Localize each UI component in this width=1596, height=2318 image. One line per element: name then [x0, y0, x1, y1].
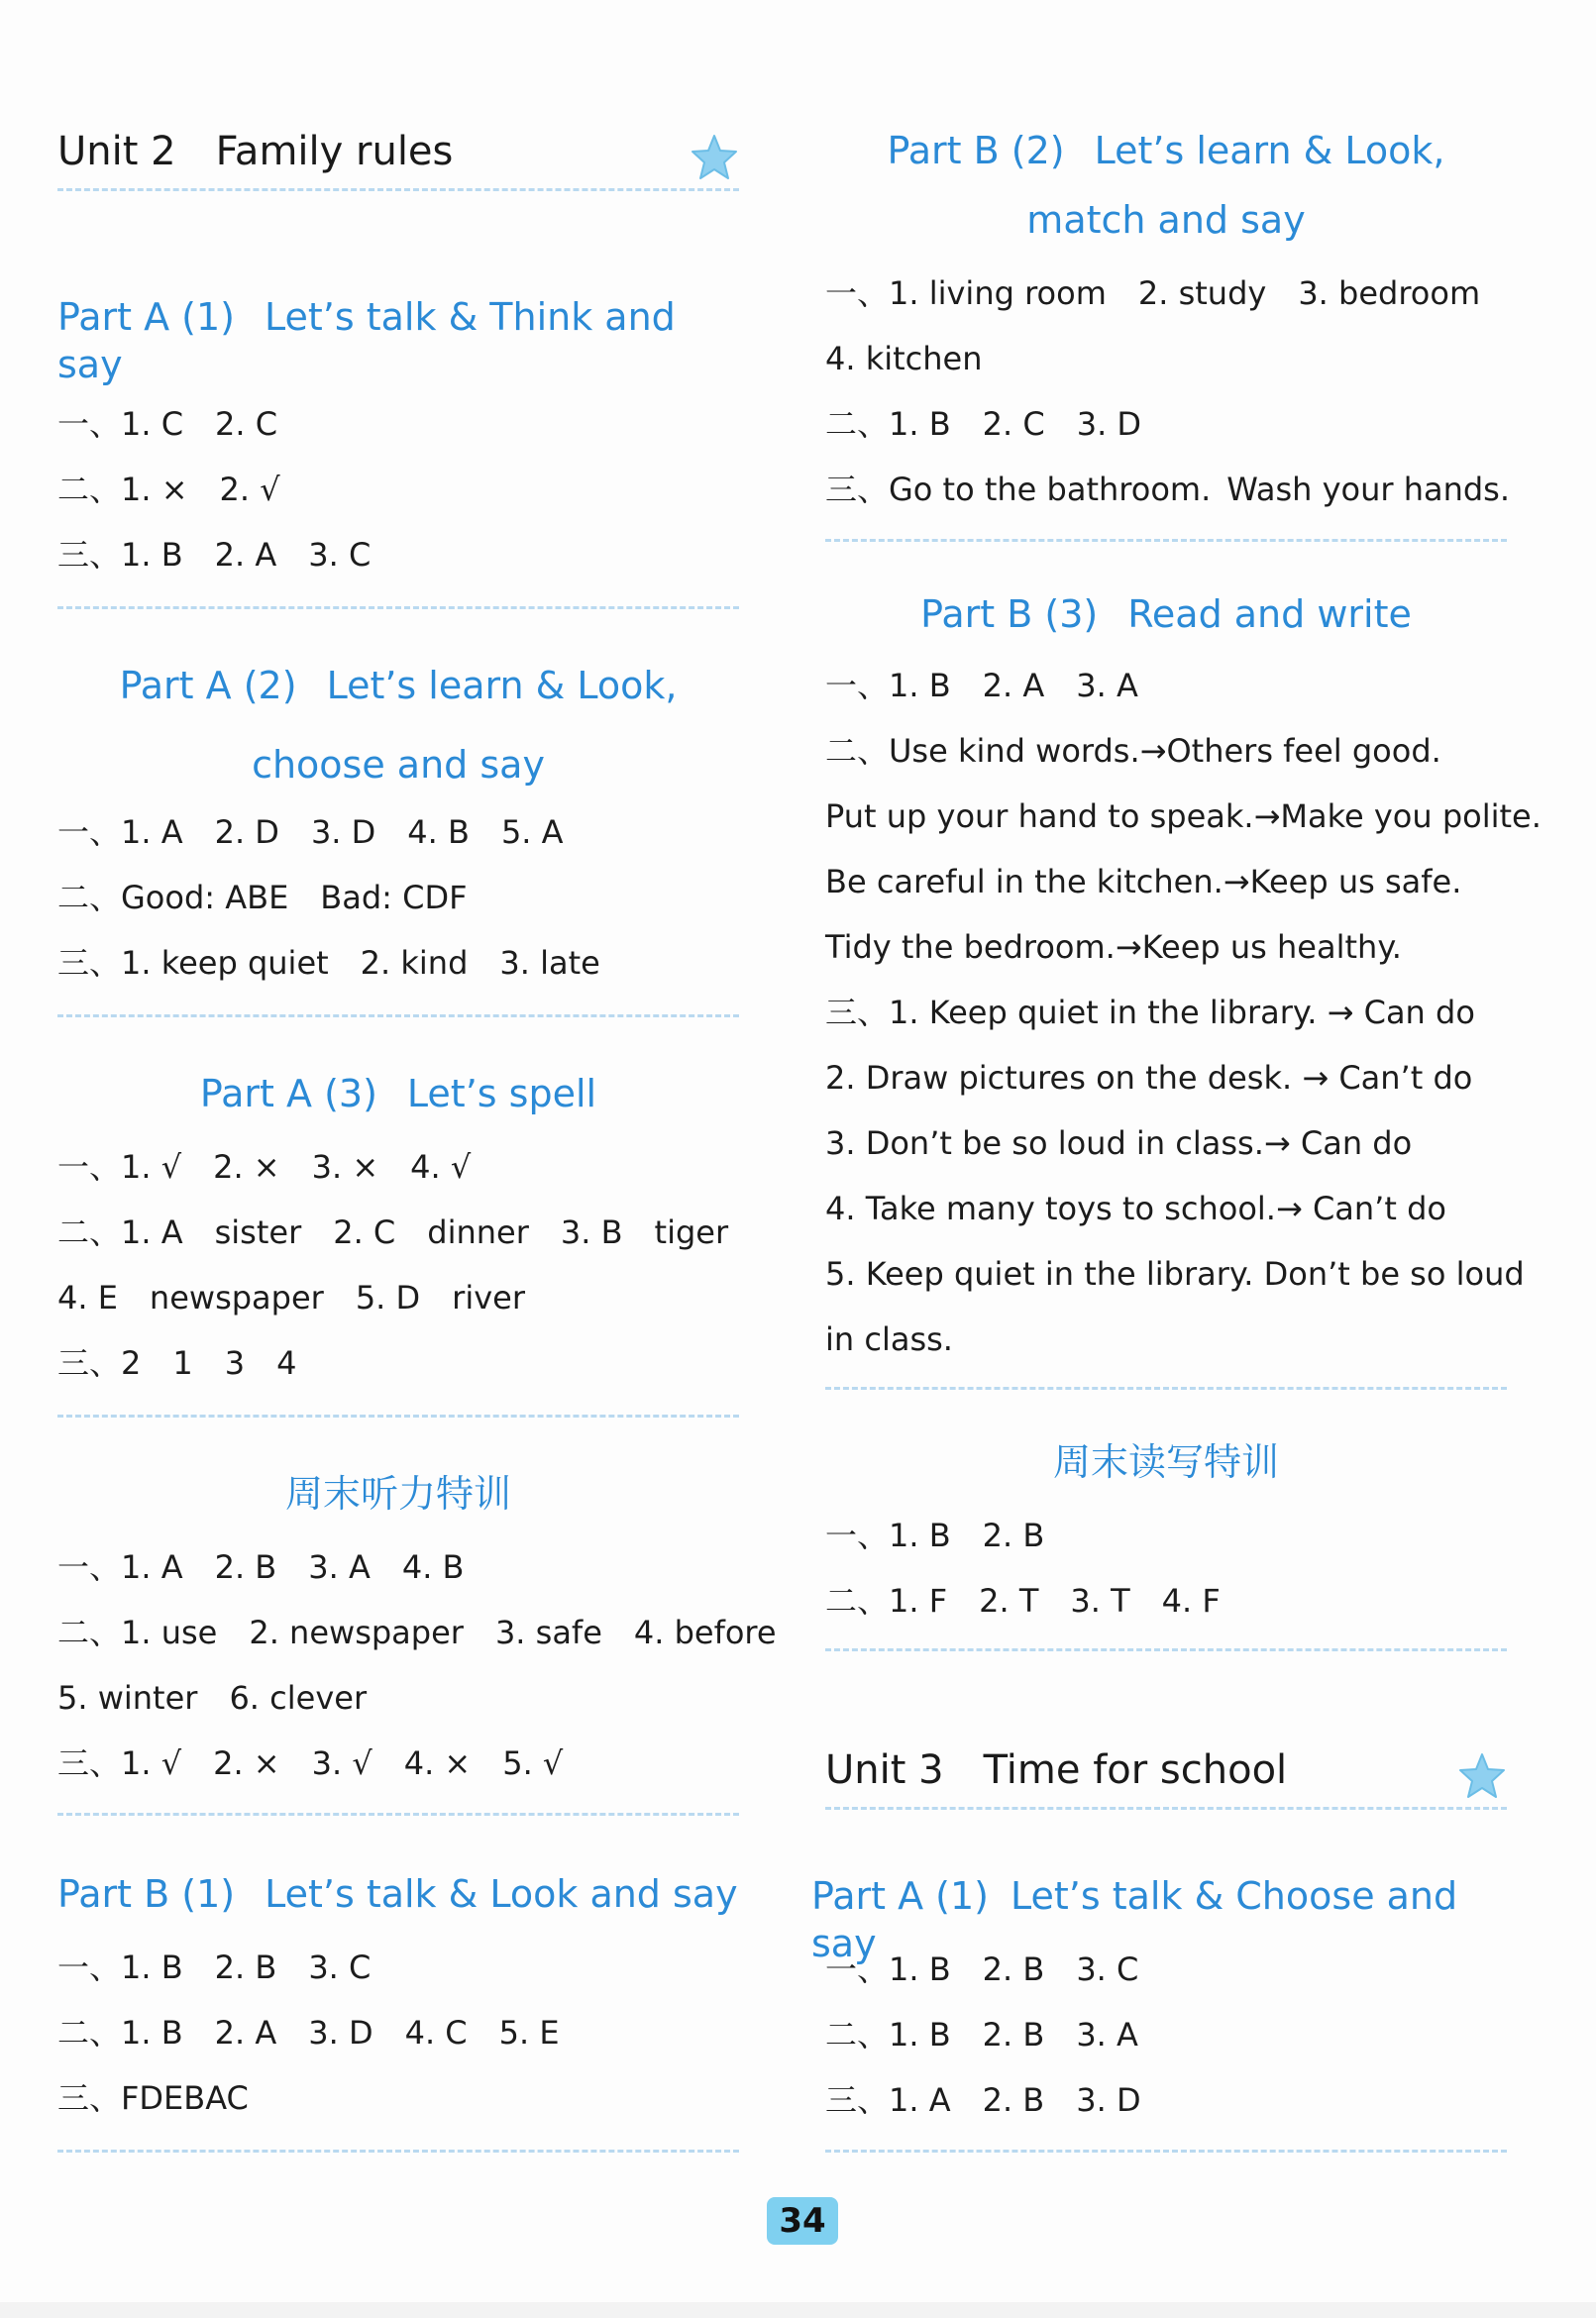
answer-line: 4. kitchen: [825, 340, 983, 377]
answer-line: 二、1. B 2. C 3. D: [825, 405, 1142, 443]
part-label: Part A (2): [119, 664, 297, 707]
divider: [825, 1648, 1507, 1651]
unit-2-title: [57, 127, 739, 191]
answer-line: in class.: [825, 1320, 953, 1358]
part-subtitle: Let’s learn & Look,: [1094, 129, 1445, 172]
weekend-listening-title: 周末听力特训: [284, 1472, 511, 1516]
unit-name: Time for school: [983, 1747, 1288, 1793]
answer-line: 三、Go to the bathroom. Wash your hands.: [825, 471, 1511, 508]
answer-line: 三、1. √ 2. × 3. √ 4. × 5. √: [57, 1744, 564, 1782]
part-subtitle: Let’s talk & Choose and say: [811, 1874, 1458, 1965]
part-subtitle: Let’s talk & Think and say: [57, 295, 676, 386]
part-subtitle: Read and write: [1127, 592, 1412, 636]
part-label: Part A (3): [199, 1072, 377, 1115]
part-label: Part A (1): [811, 1874, 989, 1918]
weekend-reading-writing-title: 周末读写特训: [1052, 1440, 1279, 1484]
answer-line: 4. Take many toys to school.→ Can’t do: [825, 1190, 1446, 1227]
answer-line: 二、1. A sister 2. C dinner 3. B tiger: [57, 1213, 729, 1251]
part-b2-title-line2: match and say: [1026, 198, 1306, 242]
divider: [825, 1387, 1507, 1390]
answer-line: 5. Keep quiet in the library. Don’t be so loud: [825, 1255, 1525, 1293]
divider: [57, 1014, 739, 1017]
answer-line: 一、1. B 2. B 3. C: [825, 1950, 1139, 1988]
answer-line: 一、1. √ 2. × 3. × 4. √: [57, 1148, 472, 1186]
answer-line: 一、1. B 2. A 3. A: [825, 667, 1138, 704]
star-icon: [1457, 1751, 1507, 1801]
answer-line: 二、1. B 2. A 3. D 4. C 5. E: [57, 2014, 560, 2052]
part-label: Part A (1): [57, 295, 235, 339]
answer-line: 2. Draw pictures on the desk. → Can’t do: [825, 1059, 1473, 1097]
divider: [57, 1415, 739, 1418]
part-subtitle: Let’s learn & Look,: [326, 664, 678, 707]
answer-line: 一、1. A 2. B 3. A 4. B: [57, 1548, 465, 1586]
part-a2-title-line2: choose and say: [252, 743, 545, 787]
answer-line: 二、Good: ABE Bad: CDF: [57, 879, 468, 916]
divider: [57, 1813, 739, 1816]
answer-line: 三、1. A 2. B 3. D: [825, 2081, 1141, 2119]
star-icon: [690, 133, 739, 182]
part-subtitle: Let’s spell: [406, 1072, 597, 1115]
answer-line: Be careful in the kitchen.→Keep us safe.: [825, 863, 1462, 900]
part-b1-title: [57, 1870, 739, 1918]
divider: [825, 539, 1507, 542]
answer-line: Tidy the bedroom.→Keep us healthy.: [825, 928, 1402, 966]
part-label: Part B (1): [57, 1872, 236, 1916]
part-a2-title: [57, 662, 739, 709]
answer-line: 二、1. × 2. √: [57, 471, 280, 508]
part-a3-title: [57, 1070, 739, 1117]
page-number: 34: [767, 2197, 838, 2245]
answer-line: 三、FDEBAC: [57, 2079, 249, 2117]
answer-line: 三、1. keep quiet 2. kind 3. late: [57, 944, 600, 982]
answer-line: 一、1. B 2. B 3. C: [57, 1949, 372, 1986]
divider: [825, 2150, 1507, 2153]
part-b3-title: [825, 590, 1507, 638]
answer-line: 二、1. B 2. B 3. A: [825, 2016, 1138, 2054]
part-subtitle: Let’s talk & Look and say: [265, 1872, 738, 1916]
answer-line: 4. E newspaper 5. D river: [57, 1279, 525, 1317]
unit-label: Unit 3: [825, 1747, 944, 1793]
answer-line: Put up your hand to speak.→Make you polite.: [825, 797, 1542, 835]
answer-line: 二、Use kind words.→Others feel good.: [825, 732, 1441, 770]
answer-line: 二、1. use 2. newspaper 3. safe 4. before: [57, 1614, 777, 1651]
answer-line: 三、1. B 2. A 3. C: [57, 536, 372, 574]
answer-line: 一、1. living room 2. study 3. bedroom: [825, 274, 1481, 312]
answer-line: 三、1. Keep quiet in the library. → Can do: [825, 994, 1475, 1031]
divider: [57, 606, 739, 609]
page-bottom-edge: [0, 2302, 1596, 2318]
answer-line: 3. Don’t be so loud in class.→ Can do: [825, 1124, 1413, 1162]
unit-name: Family rules: [215, 129, 454, 174]
unit-label: Unit 2: [57, 129, 176, 174]
answer-line: 二、1. F 2. T 3. T 4. F: [825, 1582, 1221, 1620]
part-label: Part B (2): [887, 129, 1065, 172]
part-label: Part B (3): [920, 592, 1099, 636]
answer-line: 5. winter 6. clever: [57, 1679, 368, 1717]
answer-line: 三、2 1 3 4: [57, 1344, 297, 1382]
unit-3-title: [825, 1745, 1507, 1810]
answer-line: 一、1. C 2. C: [57, 405, 278, 443]
divider: [57, 2150, 739, 2153]
part-b2-title: [825, 127, 1507, 174]
answer-line: 一、1. B 2. B: [825, 1517, 1045, 1554]
answer-line: 一、1. A 2. D 3. D 4. B 5. A: [57, 813, 564, 851]
part-a1-title: [57, 293, 739, 388]
